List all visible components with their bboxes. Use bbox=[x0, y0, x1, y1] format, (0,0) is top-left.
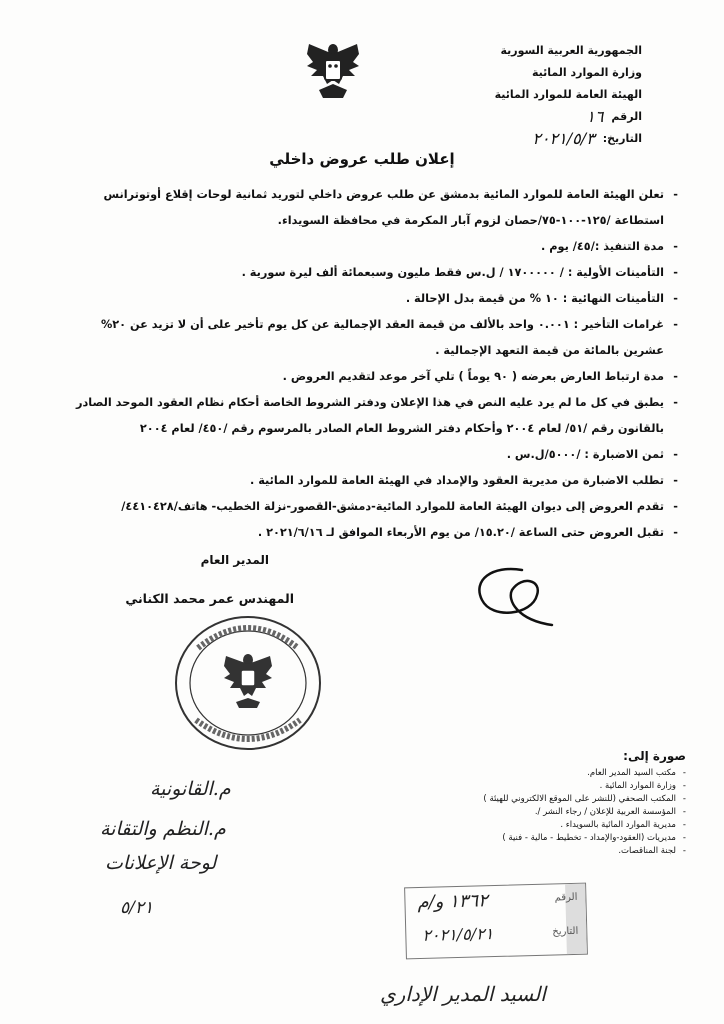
clause-penalties: - غرامات التأخير : ٠.٠٠١ واحد بالألف من قيمة العقد الإجمالية عن كل يوم تأخير على أن لا تزيد عن ٢٠% bbox=[40, 312, 678, 338]
copy-to-item: - لجنة المناقصات. bbox=[396, 845, 686, 858]
announcement-body bbox=[40, 182, 678, 546]
letterhead bbox=[442, 40, 642, 150]
receipt-stamp bbox=[404, 883, 588, 960]
copy-to-item: - وزارة الموارد المائية . bbox=[396, 780, 686, 793]
clause-tender-cont: استطاعة /١٢٥-١٠٠-٧٥/حصان لزوم آبار المكرمة في محافظة السويداء. bbox=[277, 214, 664, 227]
handwritten-signature bbox=[452, 560, 562, 630]
copy-to-item: - المؤسسة العربية للإعلان / رجاء النشر /. bbox=[396, 806, 686, 819]
clause-file-price: - ثمن الاضبارة : /٥٠٠٠/ل.س . bbox=[40, 442, 678, 468]
clause-submission: - تقدم العروض إلى ديوان الهيئة العامة للموارد المائية-دمشق-القصور-نزلة الخطيب- هاتف/٤٤١٠٤٢٨/ bbox=[40, 494, 678, 520]
handwritten-note-legal: م.القانونية bbox=[150, 778, 231, 800]
copy-to-item: - المكتب الصحفي (للنشر على الموقع الالكتروني للهيئة ) bbox=[396, 793, 686, 806]
eagle-emblem-icon bbox=[303, 40, 363, 102]
copy-to-list bbox=[396, 750, 686, 858]
handwritten-note-systems: م.النظم والتقانة bbox=[100, 818, 226, 840]
clause-final-guarantee: - التأمينات النهائية : ١٠ % من قيمة بدل الإحالة . bbox=[40, 286, 678, 312]
reference-number: ١٦ bbox=[586, 107, 604, 126]
copy-to-item: - مكتب السيد المدير العام. bbox=[396, 767, 686, 780]
letterhead-country: الجمهورية العربية السورية bbox=[500, 44, 642, 57]
receipt-date-label: التاريخ bbox=[552, 925, 579, 938]
reference-row bbox=[442, 106, 642, 128]
clause-commitment: - مدة ارتباط العارض بعرضه ( ٩٠ يوماً ) تلي آخر موعد لتقديم العروض . bbox=[40, 364, 678, 390]
clause-applicable-law-cont: بالقانون رقم /٥١/ لعام ٢٠٠٤ وأحكام دفتر الشروط العام الصادر بالمرسوم رقم /٤٥٠/ لعام ٢٠٠٤ bbox=[139, 422, 664, 435]
receipt-number-value: ١٣٦٢ و/م bbox=[417, 890, 489, 914]
handwritten-bottom-note: السيد المدير الإداري bbox=[380, 982, 546, 1006]
clause-file-request: - تطلب الاضبارة من مديرية العقود والإمداد في الهيئة العامة للموارد المائية . bbox=[40, 468, 678, 494]
official-stamp bbox=[168, 608, 328, 758]
handwritten-date: ٥/٢١ bbox=[120, 898, 154, 918]
clause-deadline: - تقبل العروض حتى الساعة /١٥.٢٠/ من يوم الأربعاء الموافق لـ ٢٠٢١/٦/١٦ . bbox=[40, 520, 678, 546]
clause-applicable-law: - يطبق في كل ما لم يرد عليه النص في هذا الإعلان ودفتر الشروط الخاصة أحكام نظام العقود الموحد الصادر bbox=[40, 390, 678, 416]
clause-tender: - تعلن الهيئة العامة للموارد المائية بدمشق عن طلب عروض داخلي لتوريد ثمانية لوحات إقلاع أوتوترانس bbox=[40, 182, 678, 208]
date-value: ٢٠٢١/٥/٣ bbox=[532, 129, 595, 148]
signatory-title: المدير العام bbox=[200, 553, 269, 567]
clause-initial-guarantee: - التأمينات الأولية : / ١٧٠٠٠٠٠ / ل.س فقط مليون وسبعمائة ألف ليرة سورية . bbox=[40, 260, 678, 286]
clause-penalties-cont: عشرين بالمائة من قيمة التعهد الإجمالية . bbox=[435, 344, 664, 357]
signatory-name: المهندس عمر محمد الكناني bbox=[125, 591, 294, 606]
clause-duration: - مدة التنفيذ :/٤٥/ يوم . bbox=[40, 234, 678, 260]
announcement-title: إعلان طلب عروض داخلي bbox=[269, 150, 455, 168]
copy-to-item: - مديريات (العقود-والإمداد - تخطيط - مالية - فنية ) bbox=[396, 832, 686, 845]
receipt-number-label: الرقم bbox=[554, 891, 578, 904]
copy-to-item: - مديرية الموارد المائية بالسويداء . bbox=[396, 819, 686, 832]
date-row bbox=[442, 128, 642, 150]
letterhead-authority: الهيئة العامة للموارد المائية bbox=[494, 88, 642, 101]
copy-to-heading: صورة إلى: bbox=[623, 749, 686, 763]
date-label: التاريخ: bbox=[602, 132, 642, 145]
handwritten-note-board: لوحة الإعلانات bbox=[105, 852, 217, 874]
reference-label: الرقم bbox=[611, 110, 642, 123]
letterhead-ministry: وزارة الموارد المائية bbox=[531, 66, 642, 79]
receipt-date-value: ٢٠٢١/٥/٢١ bbox=[422, 924, 494, 945]
